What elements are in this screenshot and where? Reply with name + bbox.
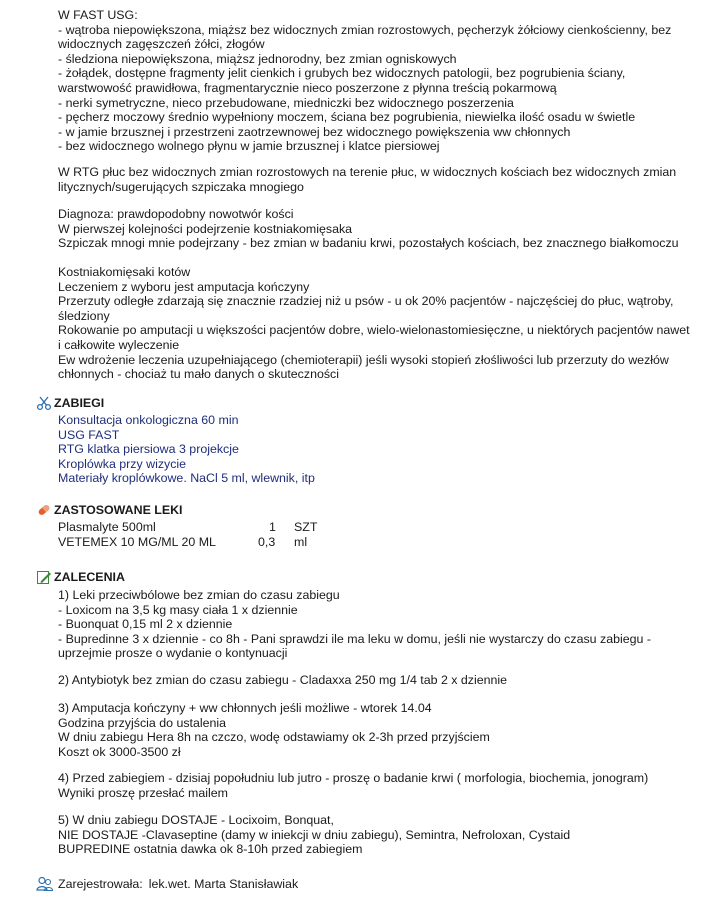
recommendation-line: 1) Leki przeciwbólowe bez zmian do czasu zabiegu — [58, 588, 340, 602]
usg-line: - nerki symetryczne, nieco przebudowane, miedniczki bez widocznego poszerzenia — [58, 95, 514, 110]
usg-line: - wątroba niepowiększona, miąższ bez widocznych zmian rozrostowych, pęcherzyk żółciowy cienkościenny, bez — [58, 22, 672, 37]
recommendation-line: 3) Amputacja kończyny + ww chłonnych jeśli możliwe - wtorek 14.04 — [58, 701, 432, 715]
recommendations-header — [36, 569, 125, 585]
recommendation-line: NIE DOSTAJE -Clavaseptine (damy w iniekcji w dniu zabiegu), Semintra, Nefroloxan, Cystaid — [58, 827, 571, 842]
osteosarcoma-line: i całkowite wyleczenie — [58, 337, 180, 352]
osteosarcoma-line: Rokowanie po amputacji u większości pacjentów dobre, wielo-wielonastomiesięczne, u niektórych pacjentów nawet — [58, 323, 690, 338]
diagnosis-line: W pierwszej kolejności podejrzenie kostniakomięsaka — [58, 221, 353, 236]
pill-icon — [36, 502, 52, 518]
medication-unit: ml — [294, 534, 308, 549]
usg-line: widocznych zagęszczeń żółci, złogów — [58, 37, 265, 52]
usg-line: - w jamie brzusznej i przestrzeni zaotrzewnowej bez widocznego powiększenia ww chłonnych — [58, 124, 571, 139]
rtg-line: litycznych/sugerujących szpiczaka mnogiego — [58, 179, 304, 194]
osteosarcoma-line: Ew wdrożenie leczenia uzupełniającego (chemioterapii) jeśli wysoki stopień złośliwości lub przerzuty do wezłów — [58, 352, 669, 367]
medication-name: VETEMEX 10 MG/ML 20 ML — [58, 534, 216, 549]
procedures-header — [36, 395, 104, 411]
scissors-icon — [36, 395, 52, 411]
rtg-line: W RTG płuc bez widocznych zmian rozrostowych na terenie płuc, w widocznych kościach bez widocznych zmian — [58, 165, 677, 179]
procedure-item: Materiały kroplówkowe. NaCl 5 ml, wlewnik, itp — [58, 471, 315, 486]
recommendation-line: Wyniki proszę przesłać mailem — [58, 785, 228, 800]
recommendation-line: 4) Przed zabiegiem - dzisiaj popołudniu lub jutro - proszę o badanie krwi ( morfologia, biochemia, jonogram) — [58, 771, 649, 785]
diagnosis-block — [58, 207, 679, 251]
recommendation-line: - Loxicom na 3,5 kg masy ciała 1 x dziennie — [58, 602, 298, 617]
procedure-item: RTG klatka piersiowa 3 projekcje — [58, 442, 239, 457]
recommendation-line: 5) W dniu zabiegu DOSTAJE - Locixoim, Bonquat, — [58, 813, 334, 827]
recommendation-line: W dniu zabiegu Hera 8h na czczo, wodę odstawiamy ok 2-3h przed przyjściem — [58, 730, 490, 745]
usg-line: - pęcherz moczowy średnio wypełniony moczem, ściana bez pogrubienia, niewielka ilość osadu w świetle — [58, 110, 636, 125]
procedure-item: USG FAST — [58, 427, 120, 442]
recommendation-line: 2) Antybiotyk bez zmian do czasu zabiegu - Cladaxxa 250 mg 1/4 tab 2 x dziennie — [58, 673, 508, 687]
recommendation-1 — [58, 588, 651, 661]
medication-unit: SZT — [294, 520, 318, 534]
recommendation-line: Koszt ok 3000-3500 zł — [58, 744, 181, 759]
recommendation-4 — [58, 771, 648, 800]
recommendation-line: Godzina przyjścia do ustalenia — [58, 715, 227, 730]
registered-by-name: lek.wet. Marta Stanisławiak — [148, 877, 299, 891]
recommendations-title: ZALECENIA — [54, 570, 125, 584]
recommendation-line: uprzejmie prosze o wydanie o kontynuacji — [58, 646, 288, 661]
recommendation-line: BUPREDINE ostatnia dawka ok 8-10h przed zabiegiem — [58, 842, 363, 857]
procedures-title: ZABIEGI — [54, 396, 105, 410]
osteosarcoma-line: śledziony — [58, 308, 110, 323]
osteosarcoma-line: Przerzuty odległe zdarzają się znacznie rzadziej niż u psów - u ok 20% pacjentów - najczęściej do płuc, wątroby, — [58, 294, 674, 309]
procedure-item: Kroplówka przy wizycie — [58, 456, 187, 471]
recommendation-2 — [58, 673, 507, 688]
osteosarcoma-line: chłonnych - chociaż tu mało danych o skuteczności — [58, 367, 339, 382]
osteosarcoma-line: Kostniakomięsaki kotów — [58, 265, 191, 279]
usg-line: warstwowość prawidłowa, fragmentarycznie nieco poszerzone z płynna treścią pokarmową — [58, 80, 557, 95]
usg-block — [58, 8, 671, 154]
diagnosis-line: Szpiczak mnogi mnie podejrzany - bez zmian w badaniu krwi, pozostałych kościach, bez znacznego białkomoczu — [58, 236, 679, 251]
procedure-item: Konsultacja onkologiczna 60 min — [58, 413, 239, 427]
osteosarcoma-line: Leczeniem z wyboru jest amputacja kończyny — [58, 279, 310, 294]
rtg-block — [58, 165, 676, 194]
medications-title: ZASTOSOWANE LEKI — [54, 503, 183, 517]
recommendation-line: - Bupredinne 3 x dziennie - co 8h - Pani sprawdzi ile ma leku w domu, jeśli nie wystarczy do czasu zabiegu - — [58, 631, 651, 646]
registered-by — [36, 876, 298, 892]
registered-by-label: Zarejestrowała: — [58, 877, 143, 891]
user-group-icon — [36, 876, 54, 892]
medication-qty: 0,3 — [258, 534, 276, 549]
pencil-icon — [36, 569, 52, 585]
medication-name: Plasmalyte 500ml — [58, 520, 156, 534]
medication-qty: 1 — [269, 520, 276, 534]
recommendation-5 — [58, 813, 570, 857]
usg-line: - żołądek, dostępne fragmenty jelit cienkich i grubych bez widocznych patologii, bez pogrubienia ściany, — [58, 66, 626, 81]
recommendation-line: - Buonquat 0,15 ml 2 x dziennie — [58, 617, 233, 632]
diagnosis-line: Diagnoza: prawdopodobny nowotwór kości — [58, 207, 294, 221]
medications-header — [36, 502, 183, 518]
usg-line: - śledziona niepowiększona, miąższ jednorodny, bez zmian ogniskowych — [58, 51, 457, 66]
recommendation-3 — [58, 701, 490, 759]
usg-line: - bez widocznego wolnego płynu w jamie brzusznej i klatce piersiowej — [58, 139, 440, 154]
osteosarcoma-block — [58, 265, 690, 382]
usg-line: W FAST USG: — [58, 8, 138, 22]
procedures-list — [58, 413, 315, 486]
